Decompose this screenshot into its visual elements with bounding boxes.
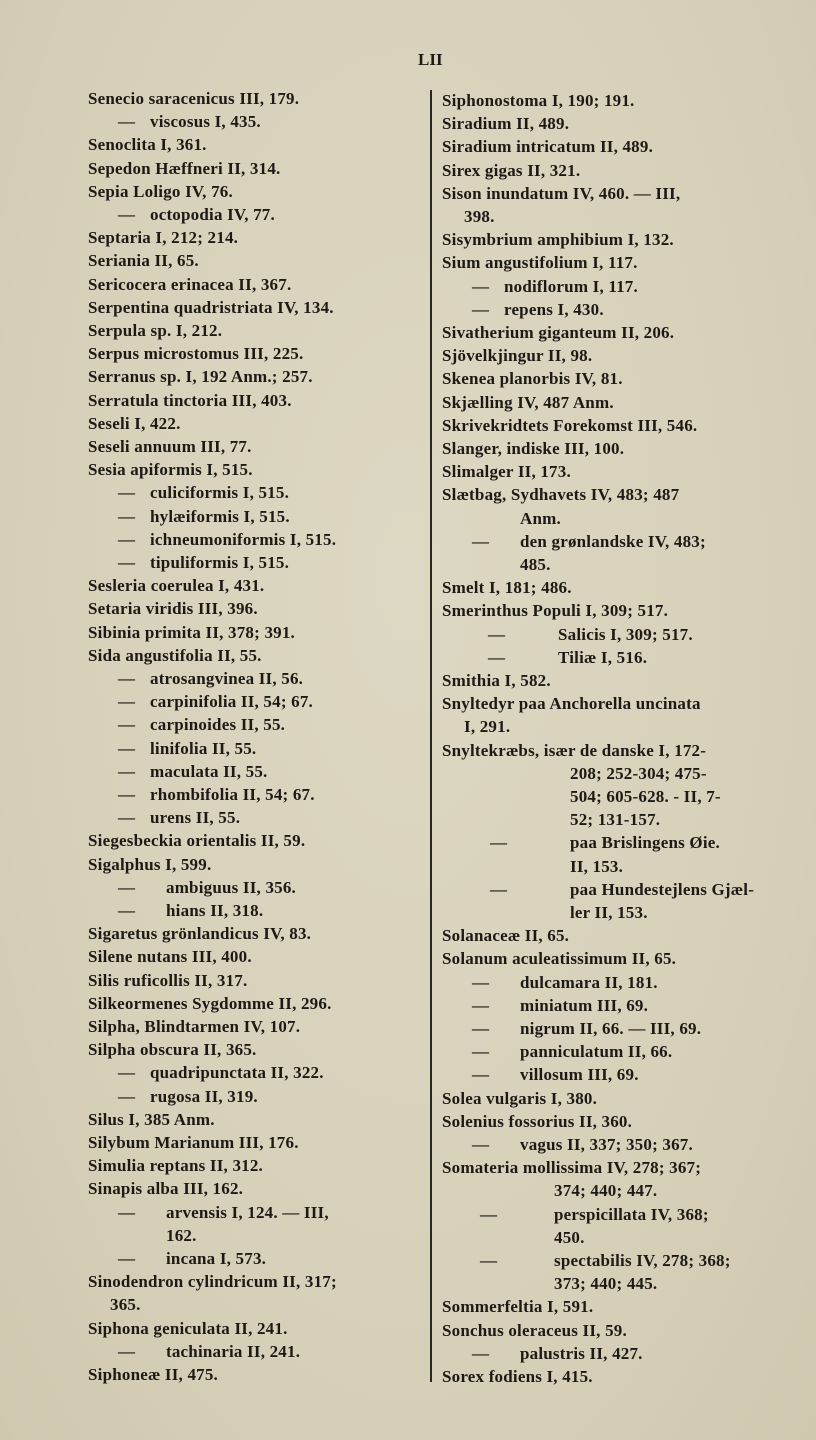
index-entry: Sommerfeltia I, 591. [442,1297,594,1317]
index-entry: Sericocera erinacea II, 367. [88,274,292,294]
index-subentry: paa Hundestejlens Gjæl- [570,879,755,899]
index-entry: Somateria mollissima IV, 278; 367; [442,1158,702,1178]
index-entry: Serpula sp. I, 212. [88,321,223,340]
index-entry: Sison inundatum IV, 460. — III, [442,183,681,203]
ditto-dash: — [472,1042,490,1062]
index-subentry: repens I, 430. [504,299,604,319]
index-entry: Snyltedyr paa Anchorella uncinata [442,694,701,714]
ditto-dash: — [472,995,490,1015]
index-entry: Silybum Marianum III, 176. [88,1133,299,1152]
index-entry: Slætbag, Sydhavets IV, 483; 487 [442,485,680,505]
index-subentry: culiciformis I, 515. [150,483,290,503]
index-entry: Simulia reptans II, 312. [88,1156,263,1176]
ditto-dash: — [488,624,506,644]
ditto-dash: — [472,1135,490,1154]
ditto-dash: — [118,553,136,572]
index-entry-continuation: 374; 440; 447. [554,1181,658,1201]
index-entry: Slimalger II, 173. [442,462,571,482]
index-subentry: linifolia II, 55. [150,738,257,758]
index-entry: Siradium intricatum II, 489. [442,137,654,157]
index-subentry: ichneumoniformis I, 515. [150,529,337,549]
index-entry: Sigaretus grönlandicus IV, 83. [88,924,312,944]
index-entry: Siegesbeckia orientalis II, 59. [88,831,306,851]
ditto-dash: — [472,972,490,992]
index-entry: Solanaceæ II, 65. [442,926,570,946]
index-entry: Solanum aculeatissimum II, 65. [442,949,677,969]
ditto-dash: — [472,1019,490,1038]
index-entry: Sepia Loligo IV, 76. [88,181,233,201]
index-subentry: octopodia IV, 77. [150,205,275,224]
ditto-dash: — [118,483,136,503]
index-entry: Skenea planorbis IV, 81. [442,369,623,389]
index-entry: Sirex gigas II, 321. [442,160,581,180]
index-entry-continuation: I, 291. [464,717,511,737]
ditto-dash: — [118,692,136,712]
index-entry: Setaria viridis III, 396. [88,599,258,619]
index-subentry: atrosangvinea II, 56. [150,669,304,688]
index-subentry: Salicis I, 309; 517. [558,624,693,644]
index-subentry: villosum III, 69. [520,1065,639,1085]
index-entry-continuation: 208; 252-304; 475- [570,763,707,783]
index-entry: Silpha, Blindtarmen IV, 107. [88,1017,301,1036]
index-subentry: spectabilis IV, 278; 368; [554,1251,731,1270]
index-subentry: hians II, 318. [166,901,264,920]
index-subentry: arvensis I, 124. — III, [166,1202,329,1222]
index-entry-continuation: 52; 131-157. [570,810,661,830]
index-entry: Solea vulgaris I, 380. [442,1088,598,1108]
index-entry-continuation: 373; 440; 445. [554,1274,658,1294]
index-subentry: nigrum II, 66. — III, 69. [520,1019,702,1038]
ditto-dash: — [472,299,490,319]
ditto-dash: — [118,1202,136,1222]
index-entry: Siphonostoma I, 190; 191. [442,91,635,110]
ditto-dash: — [118,761,136,781]
index-entry: Smelt I, 181; 486. [442,578,572,598]
index-entry: Serranus sp. I, 192 Anm.; 257. [88,367,313,387]
ditto-dash: — [118,785,136,804]
index-entry: Sjövelkjingur II, 98. [442,346,593,366]
page-number: LII [418,50,443,69]
index-entry: Sinodendron cylindricum II, 317; [88,1272,337,1292]
index-entry: Skjælling IV, 487 Anm. [442,392,614,412]
index-entry: Septaria I, 212; 214. [88,228,239,248]
ditto-dash: — [118,1086,136,1106]
index-subentry: nodiflorum I, 117. [504,276,638,296]
index-entry: Silkeormenes Sygdomme II, 296. [88,993,332,1013]
index-subentry: tachinaria II, 241. [166,1341,301,1361]
index-entry: Siradium II, 489. [442,114,570,134]
ditto-dash: — [488,647,506,667]
index-subentry: maculata II, 55. [150,761,268,781]
index-entry: Siphoneæ II, 475. [88,1365,218,1384]
ditto-dash: — [118,112,136,132]
index-entry: Silis ruficollis II, 317. [88,970,248,990]
index-subentry: paa Brislingens Øie. [570,833,720,853]
index-entry-continuation: 398. [464,207,495,226]
index-entry: Silene nutans III, 400. [88,947,252,967]
ditto-dash: — [118,808,136,828]
index-entry-continuation: 365. [110,1295,141,1315]
ditto-dash: — [118,1249,136,1268]
index-subentry: ambiguus II, 356. [166,877,296,897]
index-subentry: Tiliæ I, 516. [558,647,648,667]
ditto-dash: — [472,1065,490,1085]
index-entry: Sisymbrium amphibium I, 132. [442,230,674,250]
index-entry: Skrivekridtets Forekomst III, 546. [442,415,698,435]
index-entry: Seriania II, 65. [88,251,199,271]
index-subentry: miniatum III, 69. [520,995,649,1015]
index-subentry: vagus II, 337; 350; 367. [520,1135,693,1154]
ditto-dash: — [118,529,136,549]
ditto-dash: — [480,1251,498,1270]
ditto-dash: — [118,877,136,897]
index-entry: Sibinia primita II, 378; 391. [88,622,295,642]
index-entry: Silpha obscura II, 365. [88,1040,257,1060]
index-subentry: den grønlandske IV, 483; [520,531,706,551]
index-entry: Siphona geniculata II, 241. [88,1318,288,1338]
ditto-dash: — [472,276,490,296]
index-subentry: rhombifolia II, 54; 67. [150,785,315,804]
index-subentry: quadripunctata II, 322. [150,1063,324,1083]
ditto-dash: — [472,1343,490,1363]
index-entry-continuation: ler II, 153. [570,903,648,922]
index-entry: Seseli I, 422. [88,413,181,433]
index-entry: Sivatherium giganteum II, 206. [442,323,675,342]
index-entry: Sesia apiformis I, 515. [88,460,253,480]
ditto-dash: — [118,1063,136,1083]
ditto-dash: — [118,506,136,526]
ditto-dash: — [480,1204,498,1224]
index-entry: Smerinthus Populi I, 309; 517. [442,601,669,621]
index-entry: Silus I, 385 Anm. [88,1109,215,1129]
index-subentry: carpinoides II, 55. [150,715,286,735]
index-entry: Serpus microstomus III, 225. [88,344,304,364]
index-entry: Serpentina quadristriata IV, 134. [88,297,334,317]
ditto-dash: — [118,669,136,688]
index-entry-continuation: 162. [166,1225,197,1245]
index-subentry: rugosa II, 319. [150,1086,258,1106]
ditto-dash: — [118,715,136,735]
index-entry: Sida angustifolia II, 55. [88,645,262,665]
index-entry: Senoclita I, 361. [88,135,207,155]
index-entry: Sigalphus I, 599. [88,854,212,874]
index-entry-continuation: 485. [520,555,551,574]
ditto-dash: — [490,833,508,853]
index-entry: Smithia I, 582. [442,671,551,690]
ditto-dash: — [118,1341,136,1361]
index-entry: Slanger, indiske III, 100. [442,439,625,458]
index-entry: Sesleria coerulea I, 431. [88,576,265,596]
index-entry: Sorex fodiens I, 415. [442,1367,593,1386]
ditto-dash: — [490,879,508,899]
index-subentry: hylæiformis I, 515. [150,506,290,526]
index-subentry: carpinifolia II, 54; 67. [150,692,313,712]
ditto-dash: — [472,531,490,551]
index-entry: Snyltekræbs, især de danske I, 172- [442,740,707,760]
index-entry-continuation: II, 153. [570,856,624,876]
index-entry: Sonchus oleraceus II, 59. [442,1320,627,1340]
index-entry: Sepedon Hæffneri II, 314. [88,158,281,178]
index-subentry: urens II, 55. [150,808,241,828]
column-divider [430,90,432,1382]
index-entry-continuation: 504; 605-628. - II, 7- [570,787,721,806]
index-subentry: incana I, 573. [166,1249,267,1268]
index-subentry: perspicillata IV, 368; [554,1204,709,1224]
index-subentry: panniculatum II, 66. [520,1042,673,1062]
index-entry-continuation: Anm. [520,508,561,528]
ditto-dash: — [118,901,136,920]
index-entry: Seseli annuum III, 77. [88,437,252,456]
index-entry: Sinapis alba III, 162. [88,1179,244,1199]
ditto-dash: — [118,205,136,224]
index-subentry: viscosus I, 435. [150,112,261,132]
index-entry: Senecio saracenicus III, 179. [88,89,300,108]
index-subentry: tipuliformis I, 515. [150,553,290,572]
index-entry-continuation: 450. [554,1227,585,1247]
ditto-dash: — [118,738,136,758]
index-entry: Serratula tinctoria III, 403. [88,390,292,410]
index-entry: Sium angustifolium I, 117. [442,253,638,273]
index-subentry: dulcamara II, 181. [520,972,658,992]
index-subentry: palustris II, 427. [520,1343,643,1363]
index-entry: Solenius fossorius II, 360. [442,1111,633,1131]
